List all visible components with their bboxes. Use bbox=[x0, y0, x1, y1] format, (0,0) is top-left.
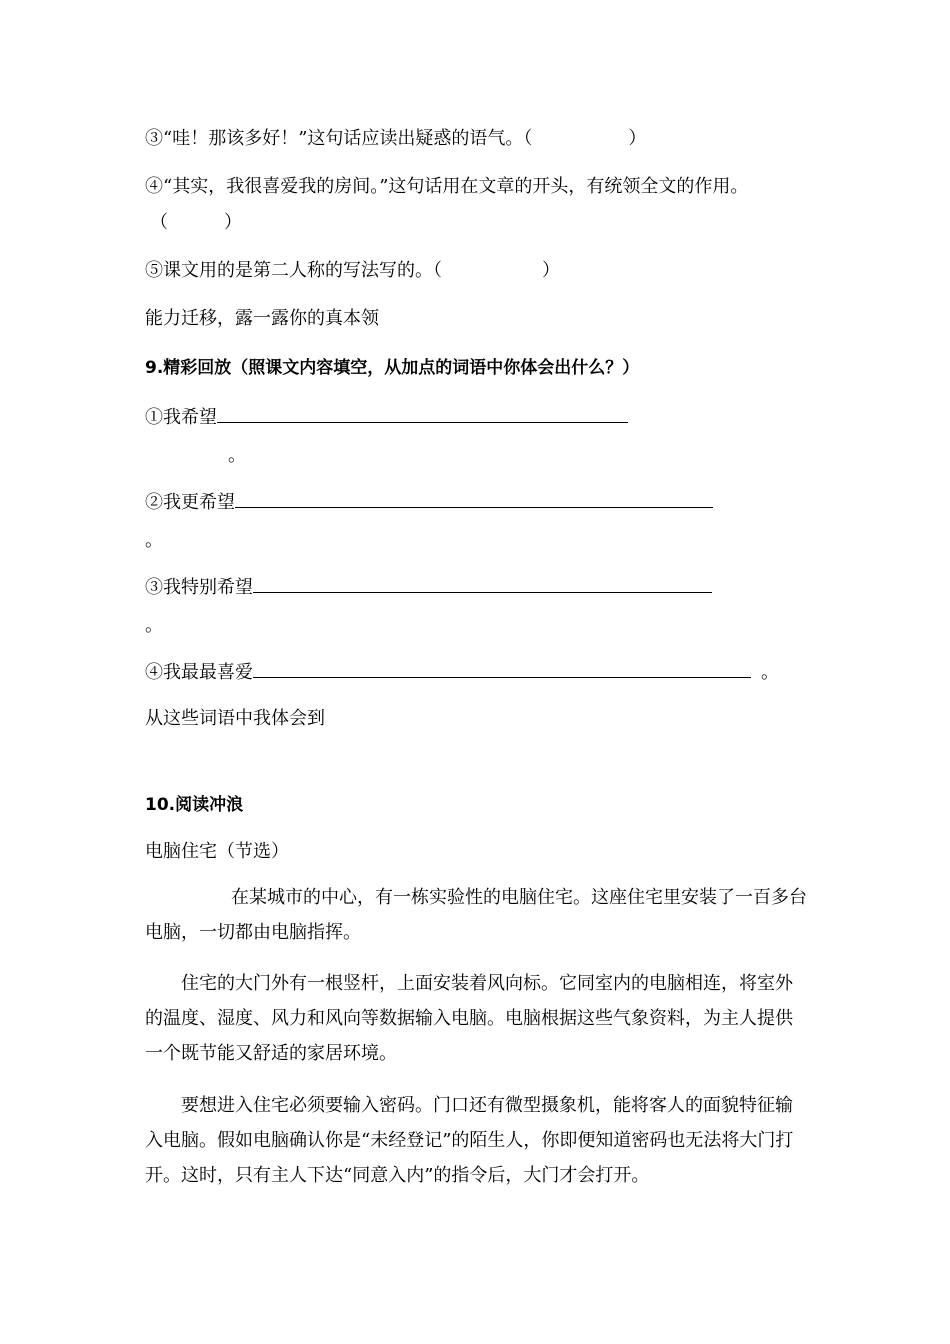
section-heading-transfer: 能力迁移，露一露你的真本领 bbox=[145, 308, 379, 329]
judgment-item-4: ④“其实，我很喜爱我的房间。”这句话用在文章的开头，有统领全文的作用。 bbox=[145, 176, 749, 197]
article-paragraph-1: 在某城市的中心，有一栋实验性的电脑住宅。这座住宅里安装了一百多台电脑，一切都由电脑指挥。 bbox=[145, 887, 807, 943]
article-paragraph-3: 要想进入住宅必须要输入密码。门口还有微型摄象机，能将客人的面貌特征输入电脑。假如电脑确认你是“未经登记”的陌生人，你即便知道密码也无法将大门打开。这时，只有主人下达“同意入内”的指令后，大门才会打开。 bbox=[145, 1095, 794, 1186]
question-10-title: 10.阅读冲浪 bbox=[145, 795, 244, 815]
question-9-title: 9.精彩回放（照课文内容填空，从加点的词语中你体会出什么？） bbox=[145, 358, 640, 378]
fill-item-3: ③我特别希望 bbox=[145, 574, 712, 600]
fill-blank-3[interactable] bbox=[253, 574, 712, 593]
fill-item-4: ④我最最喜爱 。 bbox=[145, 659, 779, 685]
fill-item-2-end: 。 bbox=[145, 530, 163, 551]
fill-blank-4[interactable] bbox=[253, 659, 751, 678]
fill-item-2: ②我更希望 bbox=[145, 489, 713, 515]
fill-blank-1[interactable] bbox=[217, 404, 628, 423]
fill-conclusion: 从这些词语中我体会到 bbox=[145, 708, 325, 729]
fill-blank-2[interactable] bbox=[235, 489, 713, 508]
fill-item-1: ①我希望 bbox=[145, 404, 628, 430]
article-paragraph-2: 住宅的大门外有一根竖杆，上面安装着风向标。它同室内的电脑相连，将室外的温度、湿度、风力和风向等数据输入电脑。电脑根据这些气象资料，为主人提供一个既节能又舒适的家居环境。 bbox=[145, 973, 793, 1064]
judgment-item-4-bracket: （ ） bbox=[150, 212, 242, 233]
judgment-item-3: ③“哇！那该多好！”这句话应读出疑惑的语气。（ ） bbox=[145, 128, 647, 149]
judgment-item-5: ⑤课文用的是第二人称的写法写的。（ ） bbox=[145, 260, 560, 281]
article-title: 电脑住宅（节选） bbox=[145, 841, 289, 862]
fill-item-1-end: 。 bbox=[228, 445, 246, 466]
fill-item-3-end: 。 bbox=[145, 615, 163, 636]
